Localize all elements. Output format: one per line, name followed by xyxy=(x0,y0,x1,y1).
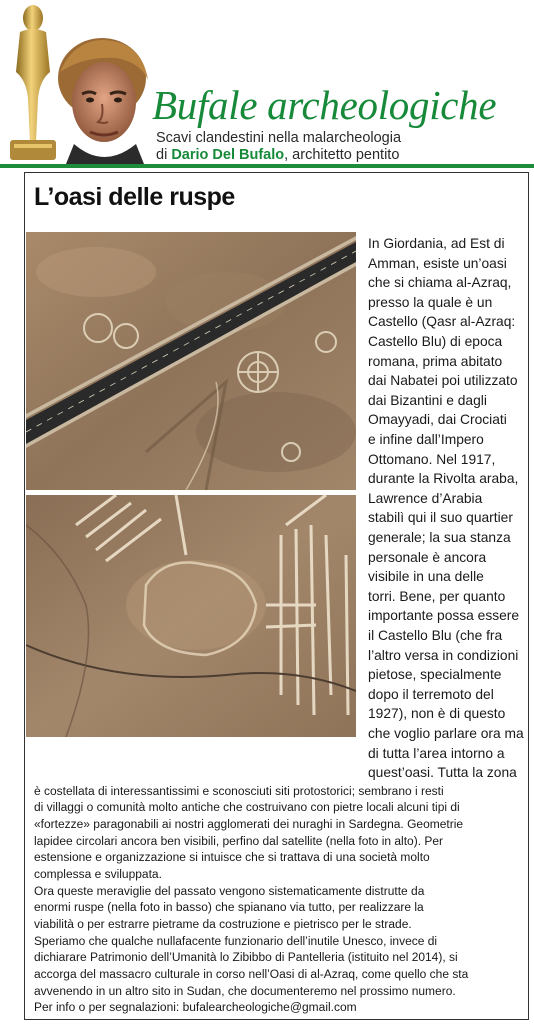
article-text-line: Ora queste meraviglie del passato vengono sistematicamente distrutte da xyxy=(34,883,425,898)
article-text-line: Ottomano. Nel 1917, xyxy=(368,451,496,467)
byline-prefix: di xyxy=(156,147,172,163)
article-text-line: dai Bizantini e dagli xyxy=(368,392,487,408)
byline-suffix: , architetto pentito xyxy=(284,147,400,163)
article-text-line: estensione e organizzazione si intuisce che si trattava di una società molto xyxy=(34,850,430,865)
article-text-line: lapidee circolari ancora ben visibili, perfino dal satellite (nella foto in alto). Per xyxy=(34,833,444,848)
article-text-line: «fortezze» paragonabili ai nostri agglomerati dei nuraghi in Sardegna. Geometrie xyxy=(34,817,464,832)
article-text-line: complessa e sviluppata. xyxy=(34,867,162,882)
column-header xyxy=(0,0,534,168)
article-text-line: avvenendo in un altro sito in Sudan, che documenteremo nel prossimo numero. xyxy=(34,983,456,998)
article-text-line: 1927), non è di questo xyxy=(368,706,506,722)
article-text-line: generale; la sua stanza xyxy=(368,530,511,545)
article-text-line: dai Nabatei poi utilizzato xyxy=(368,373,518,389)
article-text-line: In Giordania, ad Est di xyxy=(368,236,505,251)
article-text-line: romana, prima abitato xyxy=(368,353,503,369)
aerial-photo-circular-sites-icon xyxy=(26,232,356,490)
article-text-line: Amman, esiste un’oasi xyxy=(368,255,507,271)
article-text-line: di tutta l’area intorno a xyxy=(368,745,505,761)
article-text-line: durante la Rivolta araba, xyxy=(368,471,519,487)
article-text-line: viabilità o per estrarre pietrame da costruzione e pietrisco per le strade. xyxy=(34,917,412,932)
article-headline: L’oasi delle ruspe xyxy=(34,183,235,211)
header-divider xyxy=(0,164,534,168)
article-text-line: Speriamo che qualche nullafacente funzionario dell’inutile Unesco, invece di xyxy=(34,933,438,948)
column-subtitle: Scavi clandestini nella malarcheologia xyxy=(156,130,402,146)
article-text-line: l’altro versa in condizioni xyxy=(368,647,519,663)
article-text-line: torri. Bene, per quanto xyxy=(368,588,506,604)
article-text-line: Castello (Qasr al-Azraq: xyxy=(368,314,516,330)
article-text-line: è costellata di interessantissimi e sconosciuti siti protostorici; sembrano i resti xyxy=(34,783,444,798)
article-text-line: Per info o per segnalazioni: bufalearcheologiche@gmail.com xyxy=(34,1000,357,1015)
column-byline xyxy=(156,147,399,164)
article-text-line: personale è ancora xyxy=(368,549,487,565)
article-text-line: e infine dall’Impero xyxy=(368,432,484,447)
author-name: Dario Del Bufalo xyxy=(171,147,285,163)
article-text-line: stabilì qui il suo quartier xyxy=(368,510,513,526)
column-title: Bufale archeologiche xyxy=(152,82,497,128)
article-text-line: importante possa essere xyxy=(368,608,520,624)
article-text-line: dopo il terremoto del xyxy=(368,686,494,702)
article-text-line: quest’oasi. Tutta la zona xyxy=(368,765,517,781)
article-text-line: presso la quale è un xyxy=(368,294,493,310)
article-text-line: che voglio parlare ora ma xyxy=(368,726,524,741)
article-text-line: accorga del massacro culturale in corso nell’Oasi di al-Azraq, come quello che sta xyxy=(34,967,469,982)
article-text-line: Lawrence d’Arabia xyxy=(368,490,483,506)
aerial-photo-bulldozer-tracks-icon xyxy=(26,495,356,737)
article-text-line: dichiarare Patrimonio dell’Umanità lo Zibibbo di Pantelleria (istituito nel 2014), si xyxy=(34,950,458,965)
article-text-line: visibile in una delle xyxy=(368,569,484,585)
article-text-line: che si chiama al-Azraq, xyxy=(368,275,512,291)
article-text-line: di villaggi o comunità molto antiche che costruivano con pietre locali alcuni tipi di xyxy=(34,800,460,815)
article-text-line: pietose, specialmente xyxy=(368,667,502,683)
article-text-line: enormi ruspe (nella foto in basso) che spianano via tutto, per realizzare la xyxy=(34,900,424,915)
article-text-line: Omayyadi, dai Crociati xyxy=(368,412,507,428)
article-text-line: Castello Blu) di epoca xyxy=(368,334,503,349)
article-text-line: il Castello Blu (che fra xyxy=(368,628,503,643)
author-portrait-avatar xyxy=(44,32,154,164)
